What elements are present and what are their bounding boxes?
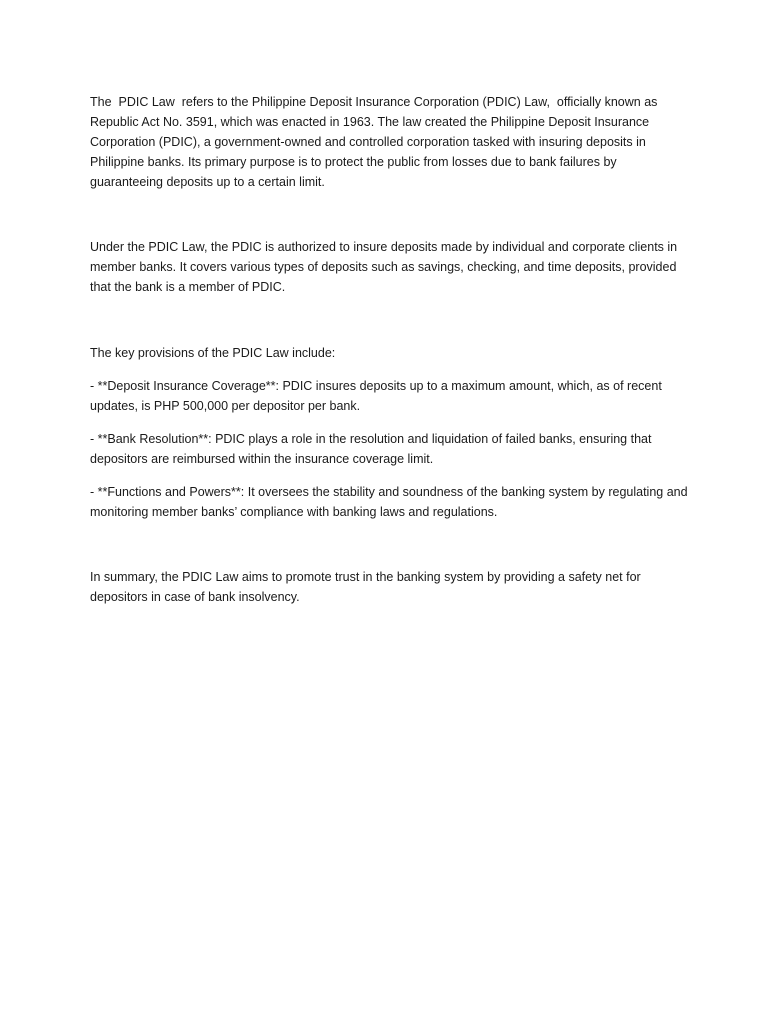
- coverage-paragraph: Under the PDIC Law, the PDIC is authorized to insure deposits made by individual and corporate clients in member banks. It covers various types of deposits such as savings, checking, and time deposits, provided that the bank is a member of PDIC.: [90, 240, 681, 294]
- provision-bank-resolution: - **Bank Resolution**: PDIC plays a role in the resolution and liquidation of failed banks, ensuring that depositors are reimbursed within the insurance coverage limit.: [90, 432, 655, 466]
- summary-paragraph: In summary, the PDIC Law aims to promote trust in the banking system by providing a safety net for depositors in case of bank insolvency.: [90, 570, 645, 604]
- provision-functions-powers: - **Functions and Powers**: It oversees the stability and soundness of the banking system by regulating and monitoring member banks’ compliance with banking laws and regulations.: [90, 485, 692, 519]
- provision-deposit-insurance: - **Deposit Insurance Coverage**: PDIC insures deposits up to a maximum amount, which, as of recent updates, is PHP 500,000 per depositor per bank.: [90, 379, 666, 413]
- provisions-heading: The key provisions of the PDIC Law include:: [90, 346, 336, 360]
- intro-paragraph: The PDIC Law refers to the Philippine Deposit Insurance Corporation (PDIC) Law, officially known as Republic Act No. 3591, which was enacted in 1963. The law created the Philippine Deposit Insurance Corporation (PDIC), a government-owned and controlled corporation tasked with insuring deposits in Philippine banks. Its primary purpose is to protect the public from losses due to bank failures by guaranteeing deposits up to a certain limit.: [90, 95, 661, 189]
